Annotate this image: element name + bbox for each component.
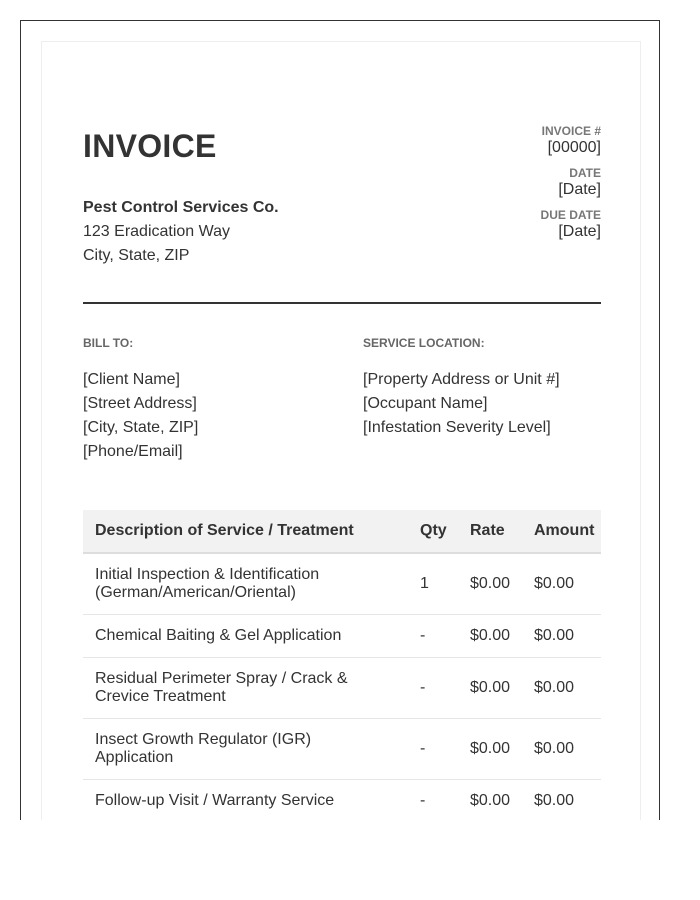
row-description-line: Initial Inspection & Identification	[95, 566, 320, 583]
services-table	[83, 510, 601, 820]
row-qty: -	[414, 658, 464, 719]
due-date-label: DUE DATE	[540, 208, 601, 222]
company-block	[83, 196, 279, 268]
invoice-title: INVOICE	[83, 128, 217, 164]
row-amount: $0.00	[528, 719, 601, 780]
company-city: City, State, ZIP	[83, 247, 190, 264]
company-address: 123 Eradication Way	[83, 223, 231, 240]
service-location-occupant: [Occupant Name]	[363, 395, 488, 412]
due-date-value: [Date]	[558, 223, 601, 240]
row-qty: -	[414, 615, 464, 658]
row-amount: $0.00	[528, 658, 601, 719]
row-qty: -	[414, 780, 464, 821]
row-description-line: Application	[95, 749, 174, 766]
row-amount: $0.00	[528, 615, 601, 658]
table-row	[83, 658, 601, 719]
header-qty: Qty	[414, 510, 464, 553]
service-location-severity: [Infestation Severity Level]	[363, 419, 551, 436]
row-description	[83, 780, 414, 821]
row-rate: $0.00	[464, 780, 528, 821]
row-rate: $0.00	[464, 615, 528, 658]
table-row	[83, 780, 601, 821]
table-row	[83, 719, 601, 780]
date-label: DATE	[569, 166, 601, 180]
document-frame	[20, 20, 660, 820]
row-description	[83, 615, 414, 658]
table-row	[83, 553, 601, 615]
bill-to-client-name: [Client Name]	[83, 371, 180, 388]
service-location-address: [Property Address or Unit #]	[363, 371, 560, 388]
row-qty: -	[414, 719, 464, 780]
bill-to-street: [Street Address]	[83, 395, 197, 412]
bill-to-city: [City, State, ZIP]	[83, 419, 199, 436]
header-amount: Amount	[528, 510, 601, 553]
bill-to-contact: [Phone/Email]	[83, 443, 183, 460]
row-qty: 1	[414, 553, 464, 615]
header-divider	[83, 302, 601, 304]
header-rate: Rate	[464, 510, 528, 553]
row-description-line: Follow-up Visit / Warranty Service	[95, 792, 335, 809]
table-header-row	[83, 510, 601, 553]
row-description-line: Insect Growth Regulator (IGR)	[95, 731, 312, 748]
row-description	[83, 553, 414, 615]
header-description: Description of Service / Treatment	[83, 510, 414, 553]
bill-to-heading: BILL TO:	[83, 336, 134, 350]
date-value: [Date]	[558, 181, 601, 198]
row-description-line: Crevice Treatment	[95, 688, 226, 705]
row-description-line: Chemical Baiting & Gel Application	[95, 627, 342, 644]
invoice-meta	[541, 120, 601, 246]
invoice-page	[41, 41, 641, 820]
row-amount: $0.00	[528, 780, 601, 821]
row-description	[83, 658, 414, 719]
row-description	[83, 719, 414, 780]
company-name: Pest Control Services Co.	[83, 199, 279, 216]
row-amount: $0.00	[528, 553, 601, 615]
row-rate: $0.00	[464, 719, 528, 780]
bill-to-block	[83, 368, 198, 464]
row-rate: $0.00	[464, 658, 528, 719]
service-location-block	[363, 368, 560, 440]
invoice-number-label: INVOICE #	[541, 124, 601, 138]
row-description-line: (German/American/Oriental)	[95, 584, 296, 601]
table-row	[83, 615, 601, 658]
invoice-number-value: [00000]	[547, 139, 601, 156]
row-rate: $0.00	[464, 553, 528, 615]
row-description-line: Residual Perimeter Spray / Crack &	[95, 670, 348, 687]
service-location-heading: SERVICE LOCATION:	[363, 336, 485, 350]
